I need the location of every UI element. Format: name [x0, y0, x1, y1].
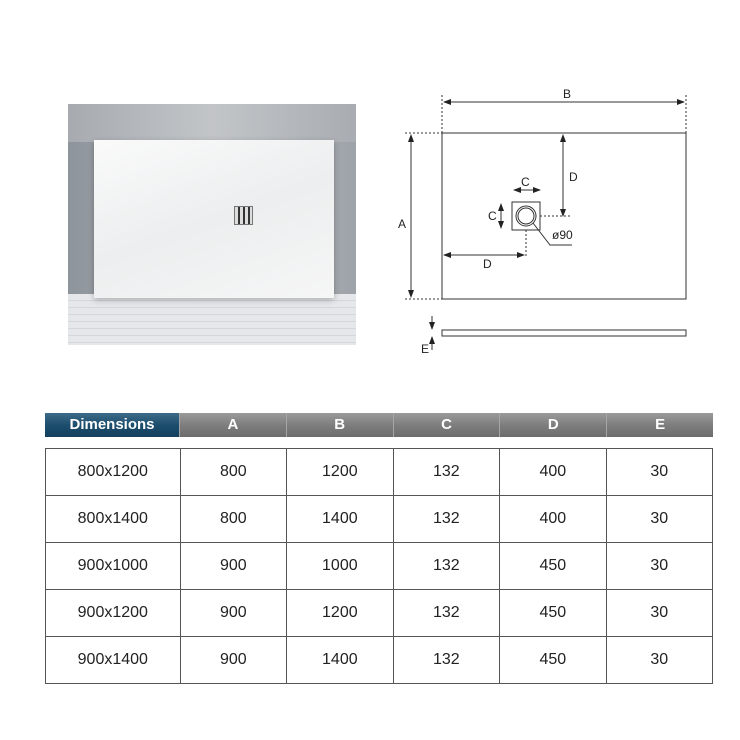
table-cell: 30: [650, 557, 669, 574]
table-cell: 1200: [287, 449, 393, 495]
table-cell: 450: [500, 590, 606, 636]
table-cell: 450: [500, 637, 606, 683]
table-cell: 1400: [287, 496, 393, 542]
table-cell: 900: [181, 590, 287, 636]
table-row: [46, 637, 712, 683]
table-cell: 900: [181, 543, 287, 589]
header-dimensions: Dimensions: [45, 413, 180, 437]
label-b: B: [563, 87, 572, 101]
dimensions-table: [45, 413, 713, 684]
table-body: [45, 448, 713, 684]
header-e: E: [655, 416, 666, 433]
table-cell: 132: [394, 449, 500, 495]
table-cell: 400: [500, 449, 606, 495]
label-c-horizontal: C: [521, 175, 530, 189]
table-cell: 1400: [287, 637, 393, 683]
table-cell: 800: [181, 449, 287, 495]
table-cell: 30: [650, 651, 669, 668]
table-cell: 800x1200: [46, 449, 181, 495]
table-header: [45, 413, 713, 437]
table-cell: 132: [394, 637, 500, 683]
table-cell: 400: [500, 496, 606, 542]
label-d-horizontal: D: [483, 257, 492, 271]
table-cell: 800: [181, 496, 287, 542]
table-cell: 450: [500, 543, 606, 589]
label-drain-diameter: ø90: [552, 228, 573, 242]
table-cell: 30: [650, 510, 669, 527]
table-cell: 900x1400: [46, 637, 181, 683]
table-cell: 1200: [287, 590, 393, 636]
table-cell: 132: [394, 590, 500, 636]
label-c-vertical: C: [488, 209, 497, 223]
table-cell: 900x1200: [46, 590, 181, 636]
table-row: [46, 590, 712, 637]
table-cell: 132: [394, 543, 500, 589]
table-row: [46, 496, 712, 543]
label-a: A: [398, 217, 407, 231]
table-cell: 30: [650, 604, 669, 621]
table-row: [46, 543, 712, 590]
table-row: [46, 449, 712, 496]
table-cell: 900: [181, 637, 287, 683]
table-cell: 900x1000: [46, 543, 181, 589]
table-cell: 800x1400: [46, 496, 181, 542]
label-e: E: [421, 342, 430, 356]
table-cell: 1000: [287, 543, 393, 589]
header-b: B: [287, 413, 394, 437]
header-d: D: [500, 413, 607, 437]
header-c: C: [394, 413, 501, 437]
header-a: A: [180, 413, 287, 437]
table-cell: 132: [394, 496, 500, 542]
table-cell: 30: [650, 463, 669, 480]
label-d-vertical: D: [569, 170, 578, 184]
